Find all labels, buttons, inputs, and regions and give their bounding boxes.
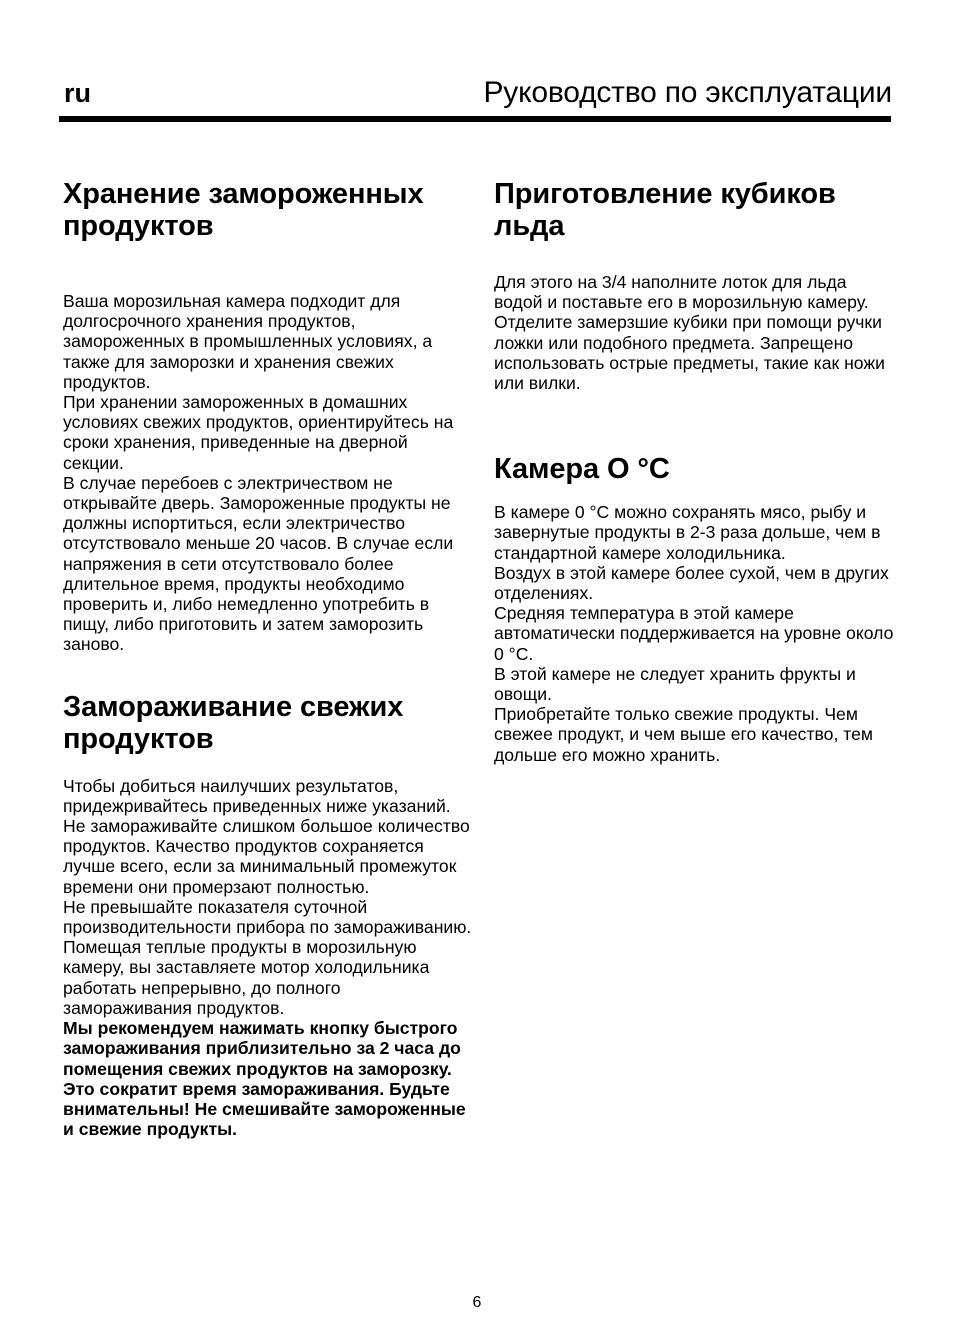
header-rule [59, 116, 891, 122]
freezing-paragraph-1: Чтобы добиться наилучших результатов, придежривайтесь приведенных ниже указаний. [63, 775, 451, 816]
zero-paragraph-4: В этой камере не следует хранить фрукты и овощи. [494, 663, 856, 705]
section-ice-cubes [494, 178, 894, 393]
zero-paragraph-5: Приобретайте только свежие продукты. Чем свежее продукт, и чем выше его качество, тем дольше его можно хранить. [494, 704, 873, 765]
freezing-bold-note: Мы рекомендуем нажимать кнопку быстрого замораживания приблизительно за 2 часа до помещения свежих продуктов на заморозку. Это сократит время замораживания. Будьте внимательны! Не смешивайте замороженные и свежие продукты. [63, 1018, 466, 1140]
freezing-paragraph-2: Не замораживайте слишком большое количество продуктов. Качество продуктов сохраняется лучше всего, если за минимальный промежуток времени они промерзают полностью. [63, 816, 470, 897]
storage-paragraph-1: Ваша морозильная камера подходит для долгосрочного хранения продуктов, замороженных в промышленных условиях, а также для заморозки и хранения свежих продуктов. [63, 291, 433, 392]
section-title-ice-cubes: Приготовление кубиков льда [494, 178, 836, 242]
freezing-paragraph-3: Не превышайте показателя суточной производительности прибора по замораживанию. [63, 896, 472, 938]
left-column [63, 178, 473, 1139]
section-title-frozen-storage: Хранение замороженных продуктов [63, 178, 424, 242]
zero-paragraph-3: Средняя температура в этой камере автоматически поддерживается на уровне около 0 °С. [494, 603, 894, 664]
zero-paragraph-2: Воздух в этой камере более сухой, чем в других отделениях. [494, 562, 889, 604]
ice-paragraph-1: Для этого на 3/4 наполните лоток для льда водой и поставьте его в морозильную камеру. Отделите замерзшие кубики при помощи ручки ложки или подобного предмета. Запрещено использовать острые предметы, такие как ножи или вилки. [494, 272, 885, 394]
storage-paragraph-2: При хранении замороженных в домашних условиях свежих продуктов, ориентируйтесь на сроки хранения, приведенные на дверной секции. [63, 392, 454, 473]
storage-paragraph-3: В случае перебоев с электричеством не открывайте дверь. Замороженные продукты не должны испортиться, если электричество отсутствовало меньше 20 часов. В случае если напряжения в сети отсутствовало более длительное время, продукты необходимо проверить и, либо немедленно употребить в пищу, либо приготовить и затем заморозить заново. [63, 472, 454, 655]
section-title-zero-chamber: Камера О °С [494, 453, 670, 486]
header-language-code: ru [64, 78, 91, 108]
header-title: Руководство по эксплуатации [483, 76, 892, 109]
section-title-fresh-freezing: Замораживание свежих продуктов [63, 690, 404, 755]
zero-paragraph-1: В камере 0 °С можно сохранять мясо, рыбу и завернутые продукты в 2-3 раза дольше, чем в стандартной камере холодильника. [494, 502, 881, 563]
section-zero-chamber [494, 453, 894, 765]
right-column [494, 178, 894, 765]
section-frozen-storage [63, 178, 473, 655]
freezing-paragraph-4: Помещая теплые продукты в морозильную камеру, вы заставляете мотор холодильника работать непрерывно, до полного замораживания продуктов. [63, 937, 430, 1018]
section-fresh-freezing [63, 691, 473, 1140]
page-number: 6 [472, 1294, 482, 1311]
